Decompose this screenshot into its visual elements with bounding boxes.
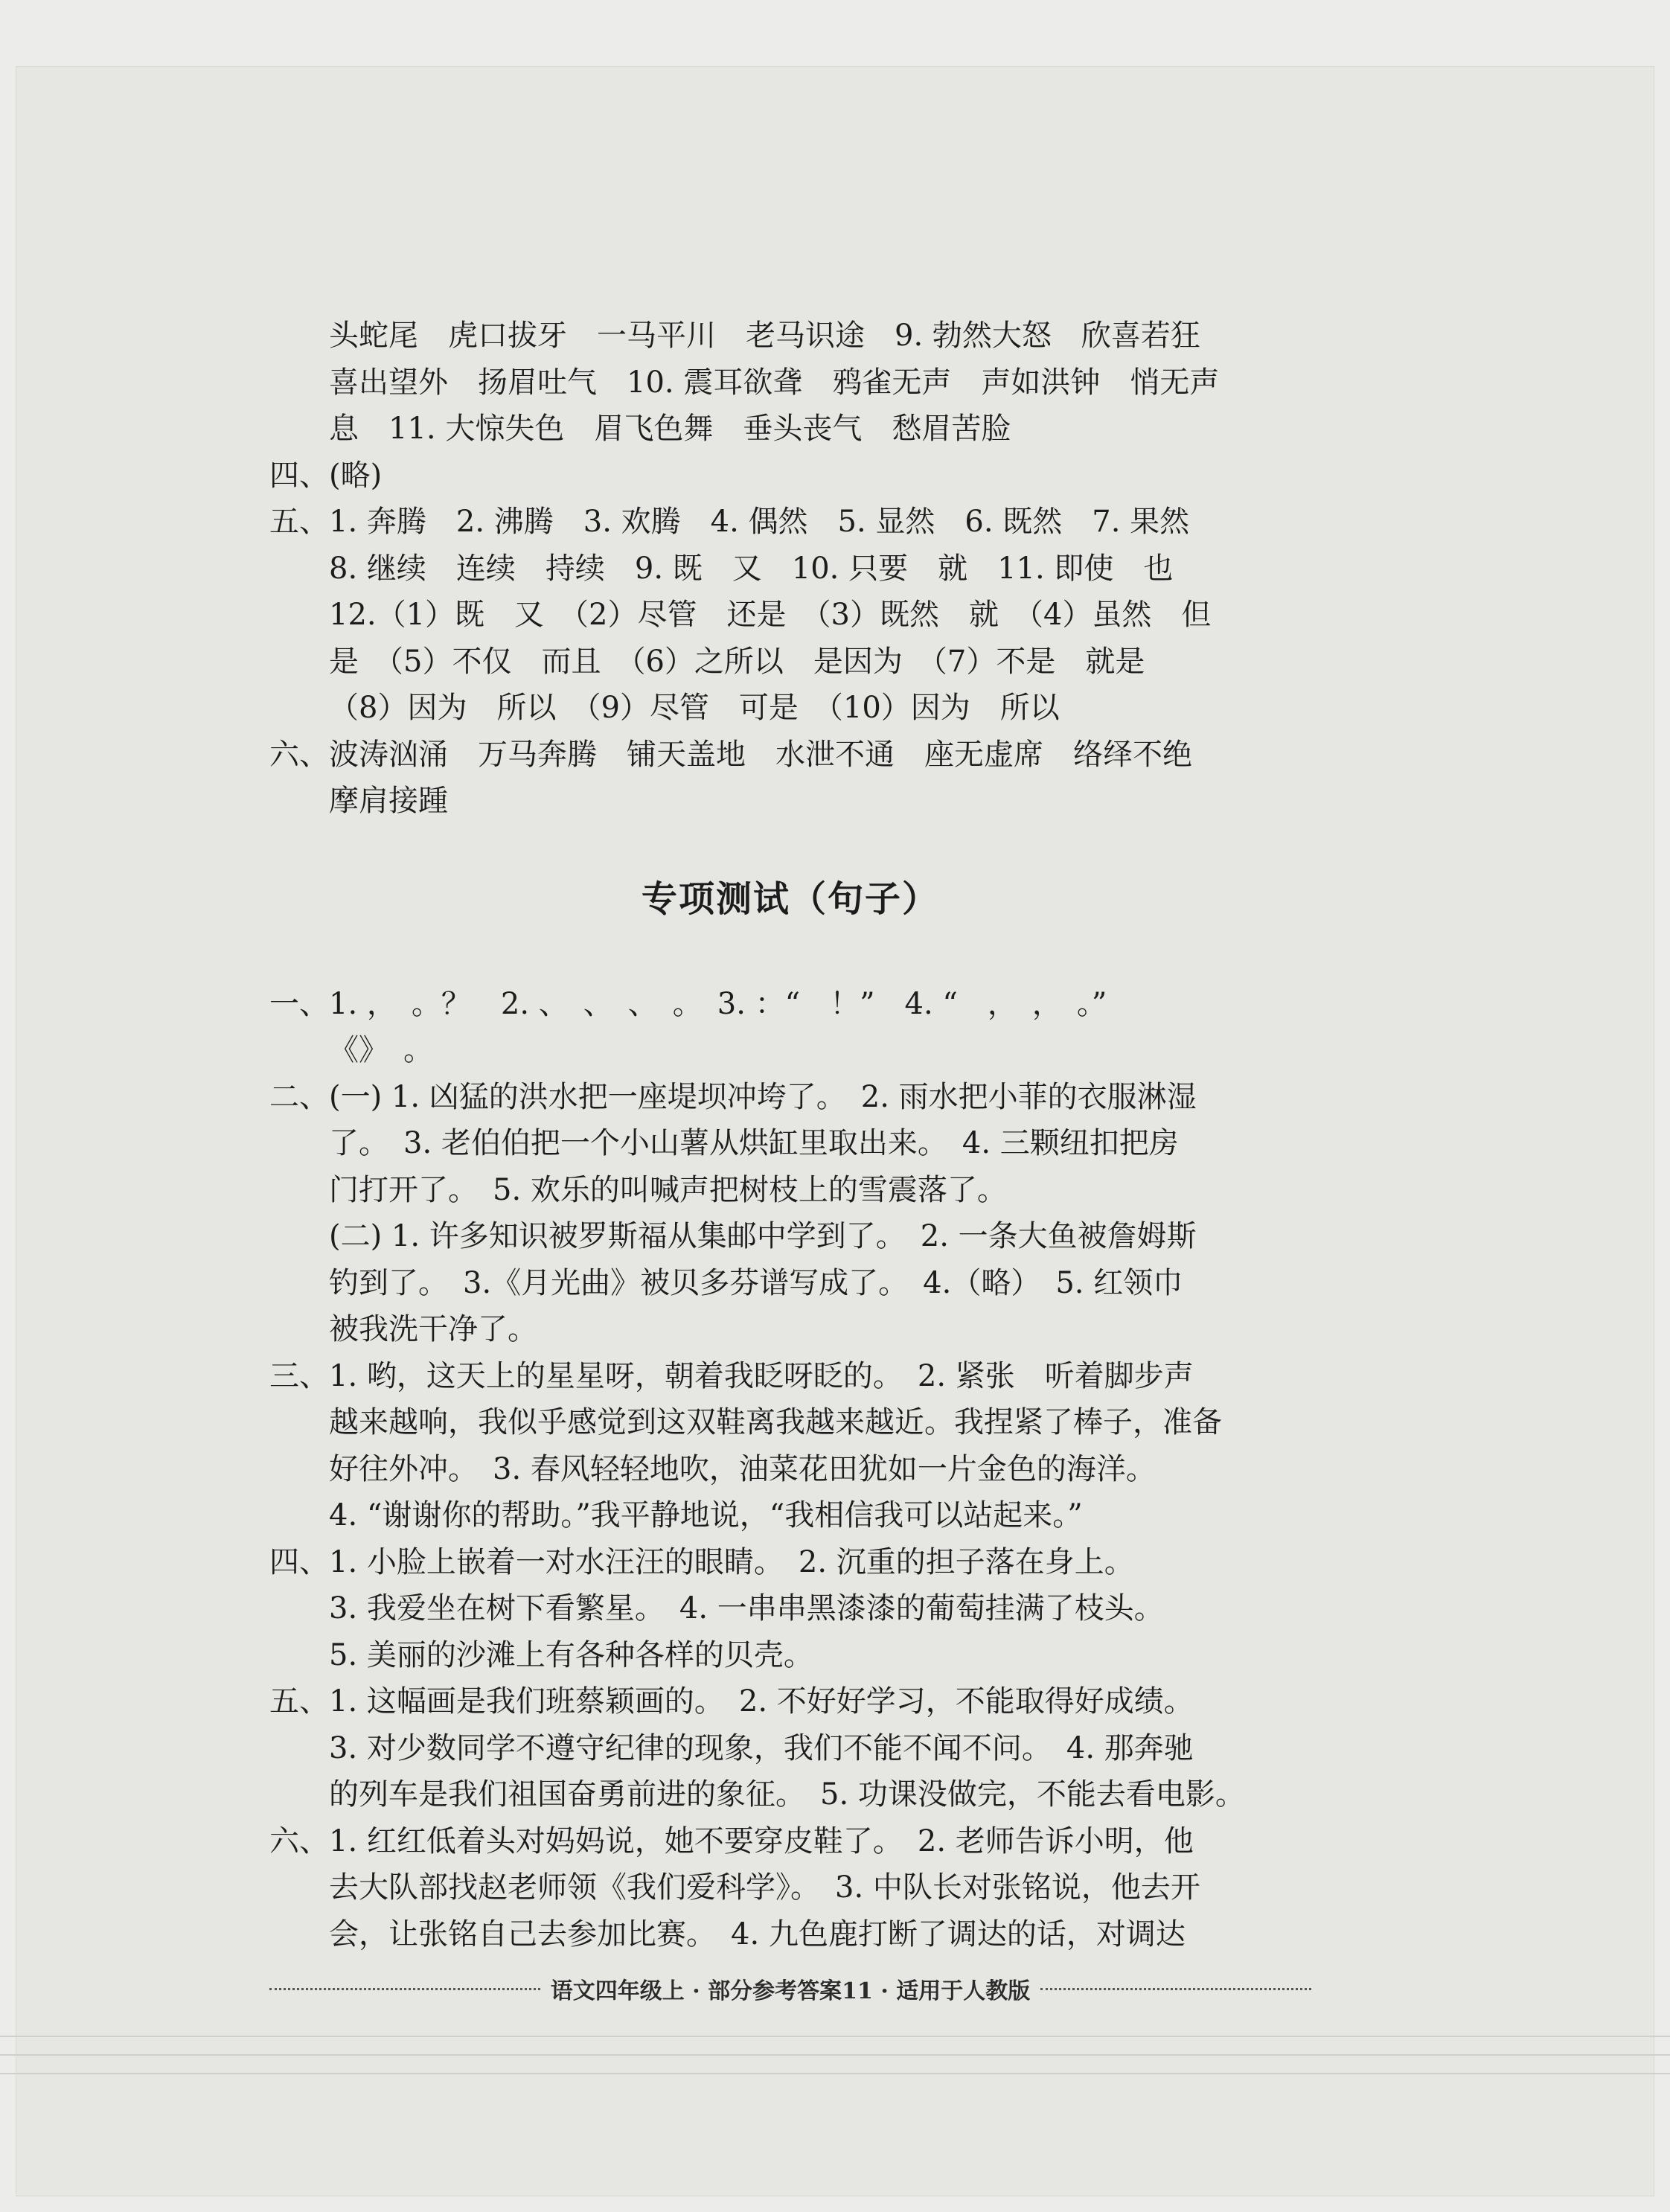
question-six-line: 六、1. 红红低着头对妈妈说，她不要穿皮鞋了。 2. 老师告诉小明，他 <box>269 1823 1194 1858</box>
text-line: 是 （5）不仅 而且 （6）之所以 是因为 （7）不是 就是 <box>329 644 1145 679</box>
text-line: 的列车是我们祖国奋勇前进的象征。 5. 功课没做完，不能去看电影。 <box>329 1777 1245 1812</box>
question-five-line: 五、1. 这幅画是我们班蔡颖画的。 2. 不好好学习，不能取得好成绩。 <box>269 1684 1194 1719</box>
page-footer <box>269 1972 1311 2005</box>
question-three-line: 三、1. 哟，这天上的星星呀，朝着我眨呀眨的。 2. 紧张 听着脚步声 <box>269 1358 1194 1393</box>
text-line: 去大队部找赵老师领《我们爱科学》。 3. 中队长对张铭说，他去开 <box>329 1870 1200 1905</box>
scan-line <box>0 2054 1670 2056</box>
text-line: 会，让张铭自己去参加比赛。 4. 九色鹿打断了调达的话，对调达 <box>329 1917 1186 1952</box>
text-line: 3. 我爱坐在树下看繁星。 4. 一串串黑漆漆的葡萄挂满了枝头。 <box>329 1591 1164 1626</box>
section-six-line: 六、波涛汹涌 万马奔腾 铺天盖地 水泄不通 座无虚席 络绎不绝 <box>269 737 1192 772</box>
text-line: 5. 美丽的沙滩上有各种各样的贝壳。 <box>329 1637 813 1672</box>
question-two-line: 二、(一) 1. 凶猛的洪水把一座堤坝冲垮了。 2. 雨水把小菲的衣服淋湿 <box>269 1079 1197 1114</box>
text-line: 钓到了。 3.《月光曲》被贝多芬谱写成了。 4.（略） 5. 红领巾 <box>329 1265 1183 1300</box>
scan-line <box>0 2036 1670 2037</box>
text-line: 好往外冲。 3. 春风轻轻地吹，油菜花田犹如一片金色的海洋。 <box>329 1451 1156 1486</box>
text-line: 摩肩接踵 <box>329 784 448 818</box>
footer-dotted-rule-right <box>1040 1988 1311 1990</box>
section-five-line: 五、1. 奔腾 2. 沸腾 3. 欢腾 4. 偶然 5. 显然 6. 既然 7. 果然 <box>269 505 1190 539</box>
footer-dotted-rule-left <box>269 1988 540 1990</box>
text-line: 被我洗干净了。 <box>329 1312 537 1346</box>
text-line: 3. 对少数同学不遵守纪律的现象，我们不能不闻不问。 4. 那奔驰 <box>329 1730 1194 1765</box>
question-one-line: 一、1. ， 。？ 2. 、 、 、 。 3. ：“ ！” 4. “ ， ， 。” <box>269 986 1107 1021</box>
text-line: 了。 3. 老伯伯把一个小山薯从烘缸里取出来。 4. 三颗纽扣把房 <box>329 1126 1179 1160</box>
text-line: (二) 1. 许多知识被罗斯福从集邮中学到了。 2. 一条大鱼被詹姆斯 <box>329 1219 1197 1253</box>
text-line: 门打开了。 5. 欢乐的叫喊声把树枝上的雪震落了。 <box>329 1172 1007 1207</box>
scan-line <box>0 2073 1670 2074</box>
text-line: 《》 。 <box>329 1033 433 1067</box>
text-line: 8. 继续 连续 持续 9. 既 又 10. 只要 就 11. 即使 也 <box>329 551 1174 586</box>
text-line: 12.（1）既 又 （2）尽管 还是 （3）既然 就 （4）虽然 但 <box>329 598 1212 632</box>
text-line: 头蛇尾 虎口拔牙 一马平川 老马识途 9. 勃然大怒 欣喜若狂 <box>329 319 1200 353</box>
question-four-line: 四、1. 小脸上嵌着一对水汪汪的眼睛。 2. 沉重的担子落在身上。 <box>269 1544 1134 1579</box>
footer-text: 语文四年级上 · 部分参考答案11 · 适用于人教版 <box>550 1978 1031 2004</box>
answer-content <box>269 313 1311 1957</box>
text-line: 4. “谢谢你的帮助。”我平静地说，“我相信我可以站起来。” <box>329 1498 1083 1532</box>
text-line: 喜出望外 扬眉吐气 10. 震耳欲聋 鸦雀无声 声如洪钟 悄无声 <box>329 365 1220 400</box>
text-line: 越来越响，我似乎感觉到这双鞋离我越来越近。我捏紧了棒子，准备 <box>329 1405 1222 1439</box>
text-line: 息 11. 大惊失色 眉飞色舞 垂头丧气 愁眉苦脸 <box>329 412 1011 446</box>
section-title: 专项测试（句子） <box>641 878 939 920</box>
text-line: （8）因为 所以 （9）尽管 可是 （10）因为 所以 <box>329 691 1060 725</box>
section-four: 四、(略) <box>269 458 383 493</box>
